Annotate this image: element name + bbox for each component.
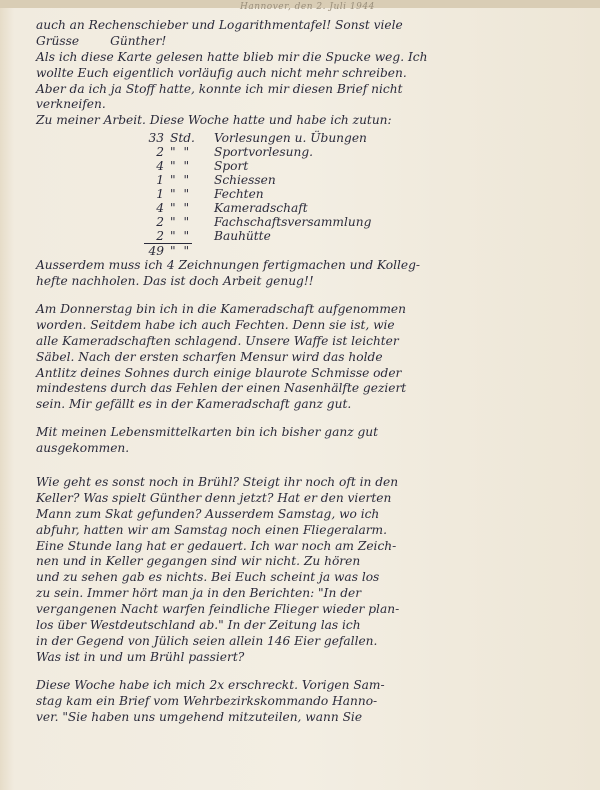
- letter-line: sein. Mir gefällt es in der Kameradschaft ganz gut.: [36, 397, 352, 412]
- faint-header-text: Hannover, den 2. Juli 1944: [240, 2, 375, 12]
- letter-line: Ausserdem muss ich 4 Zeichnungen fertigmachen und Kolleg-: [36, 258, 421, 273]
- schedule-activity: Bauhütte: [214, 229, 271, 244]
- schedule-activity: Sportvorlesung.: [214, 145, 313, 160]
- schedule-activity: Sport: [214, 159, 249, 174]
- letter-line: los über Westdeutschland ab." In der Zeitung las ich: [36, 618, 361, 633]
- schedule-unit: " ": [170, 215, 192, 230]
- letter-line: Wie geht es sonst noch in Brühl? Steigt ihr noch oft in den: [36, 475, 399, 490]
- letter-line: Diese Woche habe ich mich 2x erschreckt. Vorigen Sam-: [36, 677, 385, 692]
- letter-line: vergangenen Nacht warfen feindliche Flieger wieder plan-: [36, 602, 400, 617]
- schedule-row: [146, 187, 576, 201]
- weekly-schedule: [146, 131, 576, 258]
- letter-line: zu sein. Immer hört man ja in den Berichten: "In der: [36, 586, 362, 601]
- letter-line: hefte nachholen. Das ist doch Arbeit genug!!: [36, 274, 314, 289]
- schedule-unit: " ": [170, 229, 192, 244]
- letter-line: Was ist in und um Brühl passiert?: [36, 649, 245, 664]
- letter-line: Grüsse Günther!: [36, 33, 167, 48]
- schedule-total-hours: 49: [148, 244, 164, 259]
- schedule-row: [146, 173, 576, 187]
- schedule-activity: Kameradschaft: [214, 201, 308, 216]
- schedule-row: [146, 201, 576, 215]
- schedule-activity: Fechten: [214, 187, 264, 202]
- letter-line: alle Kameradschaften schlagend. Unsere Waffe ist leichter: [36, 333, 399, 348]
- schedule-hours: 2: [156, 229, 164, 244]
- letter-line: Antlitz deines Sohnes durch einige blaurote Schmisse oder: [36, 365, 402, 380]
- letter-line: Säbel. Nach der ersten scharfen Mensur wird das holde: [36, 349, 383, 364]
- letter-line: worden. Seitdem habe ich auch Fechten. Denn sie ist, wie: [36, 317, 395, 332]
- schedule-unit: " ": [170, 173, 192, 188]
- schedule-unit: " ": [170, 187, 192, 202]
- schedule-unit: " ": [170, 159, 192, 174]
- schedule-row: [146, 229, 576, 243]
- schedule-hours: 1: [156, 187, 164, 202]
- schedule-row: [146, 145, 576, 159]
- letter-line: Als ich diese Karte gelesen hatte blieb mir die Spucke weg. Ich: [36, 49, 428, 64]
- paragraph-gap: [36, 666, 576, 678]
- schedule-hours: 2: [156, 145, 164, 160]
- schedule-unit: Std.: [170, 131, 195, 146]
- letter-line: ver. "Sie haben uns umgehend mitzuteilen, wann Sie: [36, 709, 363, 724]
- letter-line: Zu meiner Arbeit. Diese Woche hatte und habe ich zutun:: [36, 113, 392, 128]
- schedule-hours: 33: [148, 131, 164, 146]
- schedule-row: [146, 131, 576, 145]
- schedule-unit: " ": [170, 145, 192, 160]
- paragraph-gap: [36, 290, 576, 302]
- schedule-hours: 2: [156, 215, 164, 230]
- handwritten-letter-body: [36, 18, 576, 725]
- schedule-activity: Vorlesungen u. Übungen: [214, 131, 367, 146]
- letter-line: Aber da ich ja Stoff hatte, konnte ich mir diesen Brief nicht: [36, 81, 403, 96]
- schedule-row: [146, 215, 576, 229]
- letter-line: nen und in Keller gegangen sind wir nicht. Zu hören: [36, 554, 361, 569]
- schedule-unit: " ": [170, 201, 192, 216]
- letter-line: abfuhr, hatten wir am Samstag noch einen Fliegeralarm.: [36, 522, 387, 537]
- letter-line: verkneifen.: [36, 97, 106, 112]
- schedule-row: [146, 159, 576, 173]
- schedule-hours: 4: [156, 159, 164, 174]
- letter-line: in der Gegend von Jülich seien allein 146 Eier gefallen.: [36, 633, 378, 648]
- schedule-total-unit: " ": [170, 244, 192, 259]
- letter-line: stag kam ein Brief vom Wehrbezirkskommando Hanno-: [36, 693, 378, 708]
- letter-line: wollte Euch eigentlich vorläufig auch nicht mehr schreiben.: [36, 65, 407, 80]
- letter-line: Eine Stunde lang hat er gedauert. Ich war noch am Zeich-: [36, 538, 397, 553]
- letter-line: mindestens durch das Fehlen der einen Nasenhälfte geziert: [36, 381, 407, 396]
- schedule-hours: 4: [156, 201, 164, 216]
- letter-line: Mit meinen Lebensmittelkarten bin ich bisher ganz gut: [36, 425, 379, 440]
- schedule-hours: 1: [156, 173, 164, 188]
- schedule-total-row: [146, 244, 576, 258]
- letter-line: Am Donnerstag bin ich in die Kameradschaft aufgenommen: [36, 302, 406, 317]
- schedule-activity: Fachschaftsversammlung: [214, 215, 372, 230]
- schedule-activity: Schiessen: [214, 173, 276, 188]
- letter-line: und zu sehen gab es nichts. Bei Euch scheint ja was los: [36, 570, 380, 585]
- letter-line: auch an Rechenschieber und Logarithmentafel! Sonst viele: [36, 18, 403, 32]
- paragraph-gap: [36, 413, 576, 425]
- letter-line: Keller? Was spielt Günther denn jetzt? Hat er den vierten: [36, 490, 392, 505]
- letter-line: ausgekommen.: [36, 441, 130, 456]
- letter-line: Mann zum Skat gefunden? Ausserdem Samstag, wo ich: [36, 506, 380, 521]
- paragraph-gap: [36, 457, 576, 475]
